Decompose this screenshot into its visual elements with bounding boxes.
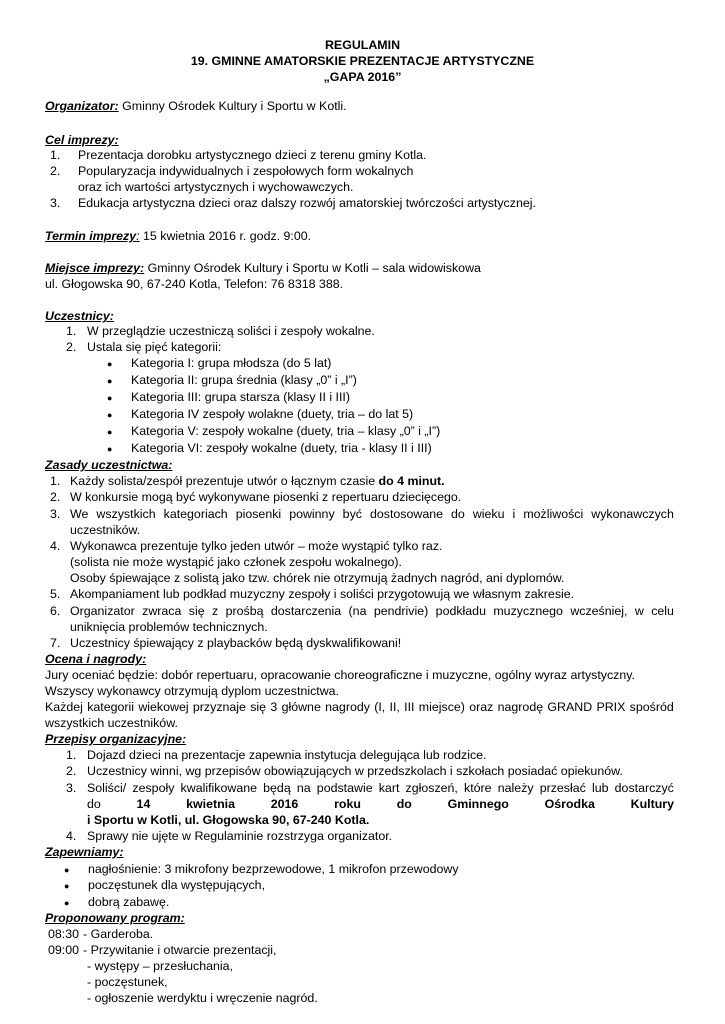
program-subentry: - ogłoszenie werdyktu i wręczenie nagród. bbox=[87, 991, 318, 1005]
category-item: Kategoria VI: zespoły wokalne (duety, tria - klasy II i III) bbox=[131, 441, 432, 455]
rule-text-1 bbox=[70, 473, 445, 489]
program-time: 08:30 bbox=[48, 927, 80, 941]
word: będą bbox=[263, 781, 291, 795]
program-entry: - Garderoba. bbox=[83, 927, 154, 941]
awards-text-2: Wszyscy wykonawcy otrzymują dyplom uczestnictwa. bbox=[45, 684, 340, 698]
category-item: Kategoria I: grupa młodsza (do 5 lat) bbox=[131, 356, 332, 370]
regulation-num-2: 2. bbox=[66, 764, 77, 778]
word: w bbox=[634, 604, 644, 618]
word: kart bbox=[378, 781, 400, 795]
rule-text-1-pre: Każdy solista/zespół prezentuje utwór o łącznym czasie bbox=[70, 474, 379, 488]
participants-num-2: 2. bbox=[66, 340, 77, 354]
program-entry: - Przywitanie i otwarcie prezentacji, bbox=[83, 943, 277, 957]
word: wszystkich bbox=[96, 507, 156, 521]
goal-num-3: 3. bbox=[50, 196, 61, 210]
bullet-icon: ● bbox=[64, 898, 70, 908]
participants-text-2: Ustala się pięć kategorii: bbox=[87, 340, 222, 354]
date-colon: : bbox=[136, 229, 140, 243]
word: II, bbox=[389, 700, 400, 714]
word: przesłać bbox=[539, 781, 586, 795]
word: na bbox=[296, 781, 311, 795]
word: 14 bbox=[136, 797, 151, 811]
regulation-text-3 bbox=[87, 780, 674, 796]
word: podstawie bbox=[316, 781, 373, 795]
category-item: Kategoria IV zespoły wolakne (duety, tria – do lat 5) bbox=[131, 407, 414, 421]
participants-text-1: W przeglądzie uczestniczą soliści i zespoły wokalne. bbox=[87, 324, 375, 338]
program-time: 09:00 bbox=[48, 943, 80, 957]
word: wiekowej bbox=[138, 700, 189, 714]
goal-num-1: 1. bbox=[50, 148, 61, 162]
word: nagrodę bbox=[497, 700, 544, 714]
word: (na bbox=[348, 604, 367, 618]
word: roku bbox=[334, 797, 361, 811]
awards-heading: Ocena i nagrody: bbox=[45, 652, 147, 666]
venue-label: Miejsce imprezy: bbox=[45, 261, 145, 275]
regulation-text-1: Dojazd dzieci na prezentacje zapewnia instytucja delegująca lub rodzice. bbox=[87, 748, 487, 762]
rule-text-3 bbox=[70, 506, 674, 522]
date-value: 15 kwietnia 2016 r. godz. 9:00. bbox=[139, 229, 312, 243]
rule-num-5: 5. bbox=[50, 587, 61, 601]
rule-text-3-cont: uczestników. bbox=[70, 523, 141, 537]
rule-num-2: 2. bbox=[50, 490, 61, 504]
venue-address: ul. Głogowska 90, 67-240 Kotla, Telefon: 76 8318 388. bbox=[45, 277, 344, 291]
word: prośbą bbox=[225, 604, 264, 618]
regulation-text-3-deadline bbox=[87, 796, 674, 812]
rule-num-1: 1. bbox=[50, 474, 61, 488]
word: do bbox=[451, 507, 465, 521]
awards-text-1: Jury oceniać będzie: dobór repertuaru, opracowanie choreograficzne i muzyczne, ogólny wyraz artystyczny. bbox=[45, 668, 635, 682]
word: PRIX bbox=[596, 700, 626, 714]
word: podkładu bbox=[435, 604, 486, 618]
word: GRAND bbox=[547, 700, 593, 714]
participants-num-1: 1. bbox=[66, 324, 77, 338]
word: 3 bbox=[270, 700, 278, 714]
word: muzycznego bbox=[493, 604, 563, 618]
regulation-text-2: Uczestnicy winni, wg przepisów obowiązujących w przedszkolach i szkołach posiadać opiekunów. bbox=[87, 764, 623, 778]
rule-num-6: 6. bbox=[50, 604, 61, 618]
regulation-num-1: 1. bbox=[66, 748, 77, 762]
word: należy bbox=[497, 781, 534, 795]
date-label: Termin imprezy bbox=[45, 229, 137, 243]
word: zespoły bbox=[132, 781, 175, 795]
bullet-icon: ● bbox=[107, 376, 113, 386]
provided-item: poczęstunek dla występujących, bbox=[88, 878, 266, 892]
word: Każdej bbox=[45, 700, 83, 714]
word: wieku bbox=[472, 507, 505, 521]
rule-text-4-line2: (solista nie może wystąpić jako członek zespołu wokalnego). bbox=[70, 555, 402, 569]
bullet-icon: ● bbox=[107, 359, 113, 369]
word: z bbox=[212, 604, 219, 618]
word: kwalifikowane bbox=[180, 781, 257, 795]
provided-heading: Zapewniamy: bbox=[45, 845, 124, 859]
category-item: Kategoria V: zespoły wokalne (duety, tria – klasy „0” i „I”) bbox=[131, 424, 441, 438]
category-item: Kategoria III: grupa starsza (klasy II i III) bbox=[131, 390, 350, 404]
rule-num-7: 7. bbox=[50, 636, 61, 650]
rule-text-4-line3: Osoby śpiewające z solistą jako tzw. chórek nie otrzymują żadnych nagród, ani dyplomów. bbox=[70, 571, 565, 585]
word: piosenki bbox=[235, 507, 282, 521]
organizer-line bbox=[45, 98, 347, 114]
word: Organizator bbox=[70, 604, 135, 618]
organizer-label: Organizator: bbox=[45, 99, 119, 113]
rule-text-6 bbox=[70, 603, 674, 619]
rule-num-3: 3. bbox=[50, 507, 61, 521]
category-item: Kategoria II: grupa średnia (klasy „0” i „I”) bbox=[131, 373, 357, 387]
word: do bbox=[87, 797, 101, 811]
word: lub bbox=[591, 781, 609, 795]
rule-text-6-cont: uniknięcia problemów technicznych. bbox=[70, 620, 268, 634]
regulation-num-3: 3. bbox=[66, 781, 77, 795]
rule-text-4: Wykonawca prezentuje tylko jeden utwór – może wystąpić tylko raz. bbox=[70, 539, 443, 553]
goal-num-2: 2. bbox=[50, 164, 61, 178]
doc-event-name: „GAPA 2016” bbox=[323, 70, 402, 84]
word: główne bbox=[281, 700, 321, 714]
word: wykonawczych bbox=[591, 507, 674, 521]
venue-value: Gminny Ośrodek Kultury i Sportu w Kotli – sala widowiskowa bbox=[144, 261, 481, 275]
word: Ośrodka bbox=[544, 797, 595, 811]
word: III bbox=[404, 700, 415, 714]
word: pendrivie) bbox=[373, 604, 429, 618]
word: kategorii bbox=[87, 700, 135, 714]
doc-title: REGULAMIN bbox=[324, 38, 401, 52]
bullet-icon: ● bbox=[64, 865, 70, 875]
awards-text-4: wszystkich uczestników. bbox=[45, 716, 178, 730]
rule-num-4: 4. bbox=[50, 539, 61, 553]
program-subentry: - poczęstunek, bbox=[87, 975, 168, 989]
provided-item: dobrą zabawę. bbox=[88, 895, 170, 909]
word: Gminnego bbox=[447, 797, 509, 811]
word: nagrody bbox=[325, 700, 370, 714]
word: Soliści/ bbox=[87, 781, 127, 795]
word: We bbox=[70, 507, 89, 521]
participants-heading: Uczestnicy: bbox=[45, 309, 114, 323]
word: się bbox=[188, 604, 205, 618]
bullet-icon: ● bbox=[107, 410, 113, 420]
rule-text-7: Uczestnicy śpiewający z playbacków będą dyskwalifikowani! bbox=[70, 636, 402, 650]
word: Kultury bbox=[630, 797, 674, 811]
bullet-icon: ● bbox=[107, 427, 113, 437]
bullet-icon: ● bbox=[107, 444, 113, 454]
word: powinny bbox=[289, 507, 335, 521]
program-subentry: - występy – przesłuchania, bbox=[87, 959, 234, 973]
word: się bbox=[250, 700, 267, 714]
bullet-icon: ● bbox=[107, 393, 113, 403]
regulation-num-4: 4. bbox=[66, 829, 77, 843]
word: przyznaje bbox=[192, 700, 246, 714]
word: możliwości bbox=[523, 507, 584, 521]
word: kategoriach bbox=[163, 507, 228, 521]
word: miejsce) bbox=[418, 700, 465, 714]
word: (I, bbox=[374, 700, 386, 714]
word: spośród bbox=[629, 700, 674, 714]
word: wcześniej, bbox=[570, 604, 628, 618]
goal-text-2-cont: oraz ich wartości artystycznych i wychowawczych. bbox=[78, 180, 354, 194]
word: dostosowane bbox=[369, 507, 444, 521]
goal-text-3: Edukacja artystyczna dzieci oraz dalszy rozwój amatorskiej twórczości artystycznej. bbox=[78, 196, 536, 210]
word: kwietnia bbox=[186, 797, 235, 811]
word: i bbox=[512, 507, 516, 521]
word: dostarczenia bbox=[270, 604, 342, 618]
date-line bbox=[45, 228, 311, 244]
regulations-heading: Przepisy organizacyjne: bbox=[45, 732, 187, 746]
doc-subtitle: 19. GMINNE AMATORSKIE PREZENTACJE ARTYSTYCZNE bbox=[190, 54, 535, 68]
rule-text-5: Akompaniament lub podkład muzyczny zespoły i soliści przygotowują we własnym zakresie. bbox=[70, 587, 575, 601]
organizer-value: Gminny Ośrodek Kultury i Sportu w Kotli. bbox=[118, 99, 347, 113]
word: oraz bbox=[469, 700, 494, 714]
word: celu bbox=[651, 604, 674, 618]
rules-heading: Zasady uczestnictwa: bbox=[45, 458, 173, 472]
regulation-text-4: Sprawy nie ujęte w Regulaminie rozstrzyga organizator. bbox=[87, 829, 393, 843]
word: zwraca bbox=[142, 604, 182, 618]
venue-line bbox=[45, 260, 481, 276]
word: zgłoszeń, bbox=[405, 781, 458, 795]
goal-heading: Cel imprezy: bbox=[45, 133, 119, 147]
word: które bbox=[464, 781, 492, 795]
regulation-text-3-address: i Sportu w Kotli, ul. Głogowska 90, 67-240 Kotla. bbox=[87, 813, 370, 827]
bullet-icon: ● bbox=[64, 881, 70, 891]
word: dostarczyć bbox=[614, 781, 674, 795]
goal-text-1: Prezentacja dorobku artystycznego dzieci z terenu gminy Kotla. bbox=[78, 148, 427, 162]
rule-text-2: W konkursie mogą być wykonywane piosenki z repertuaru dziecięcego. bbox=[70, 490, 462, 504]
program-heading: Proponowany program: bbox=[45, 911, 185, 925]
goal-text-2: Popularyzacja indywidualnych i zespołowych form wokalnych bbox=[78, 164, 414, 178]
rule-text-1-bold: do 4 minut. bbox=[378, 474, 445, 488]
awards-text-3 bbox=[45, 699, 674, 715]
word: 2016 bbox=[270, 797, 299, 811]
word: być bbox=[342, 507, 362, 521]
provided-item: nagłośnienie: 3 mikrofony bezprzewodowe, 1 mikrofon przewodowy bbox=[88, 862, 459, 876]
word: do bbox=[396, 797, 412, 811]
